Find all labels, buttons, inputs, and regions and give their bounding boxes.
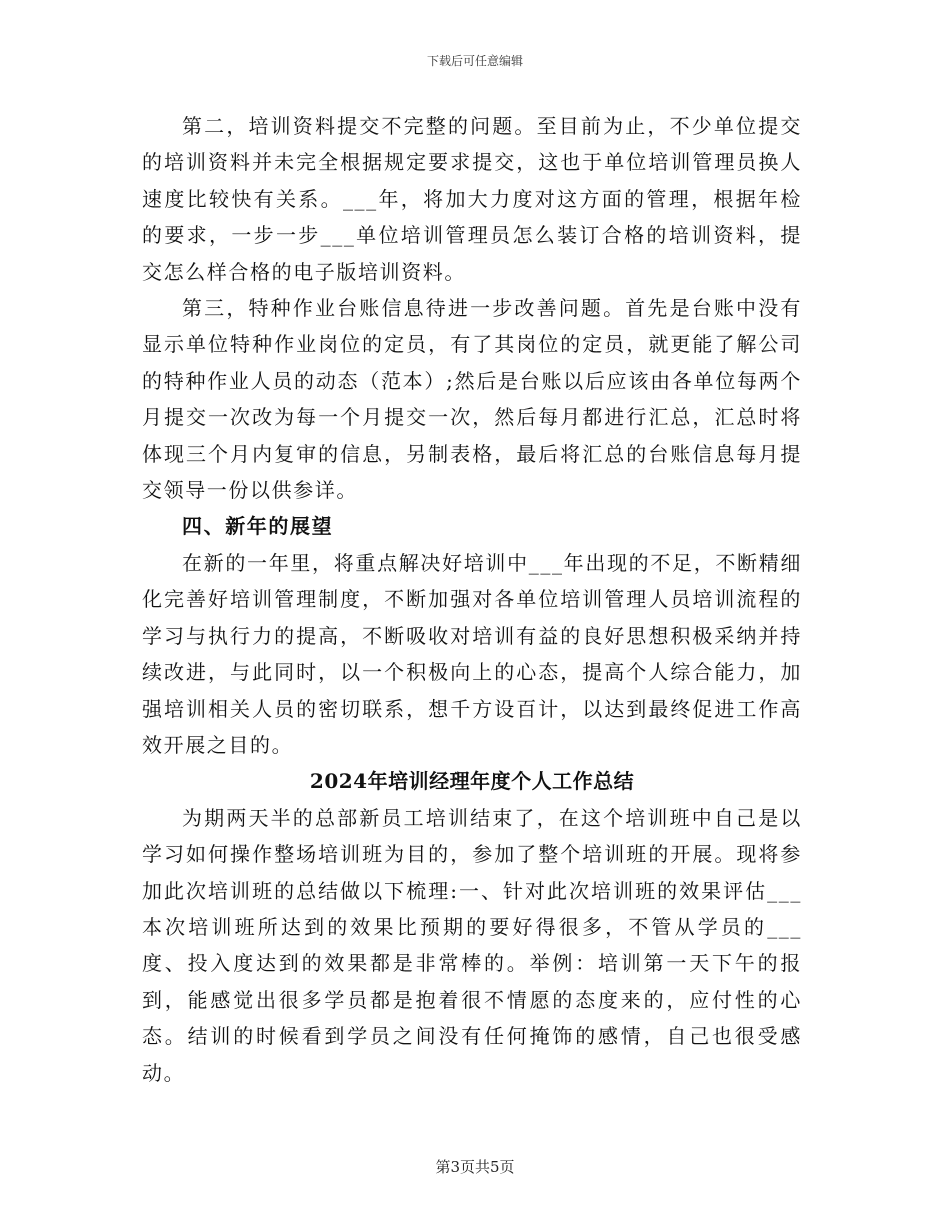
paragraph-training-summary: 为期两天半的总部新员工培训结束了，在这个培训班中自己是以学习如何操作整场培训班为目的，参加了整个培训班的开展。现将参加此次培训班的总结做以下梳理:一、针对此次培训班的效果评估___本次培训班所达到的效果比预期的要好得很多，不管从学员的___度、投入度达到的效果都是非常棒的。举例：培训第一天下午的报到，能感觉出很多学员都是抱着很不情愿的态度来的，应付性的心态。结训的时候看到学员之间没有任何掩饰的感情，自己也很受感动。 [142, 805, 802, 1085]
header-text: 下载后可任意编辑 [426, 54, 523, 68]
paragraph-special-operations-ledger: 第三，特种作业台账信息待进一步改善问题。首先是台账中没有显示单位特种作业岗位的定员，有了其岗位的定员，就更能了解公司的特种作业人员的动态（范本）;然后是台账以后应该由各单位每两个月提交一次改为每一个月提交一次，然后每月都进行汇总，汇总时将体现三个月内复审的信息，另制表格，最后将汇总的台账信息每月提交领导一份以供参详。 [142, 296, 802, 503]
page-header [0, 52, 950, 69]
paragraph-training-materials: 第二，培训资料提交不完整的问题。至目前为止，不少单位提交的培训资料并未完全根据规定要求提交，这也于单位培训管理员换人速度比较快有关系。___年，将加大力度对这方面的管理，根据年检的要求，一步一步___单位培训管理员怎么装订合格的培训资料，提交怎么样合格的电子版培训资料。 [142, 114, 802, 284]
paragraph-new-year-outlook: 在新的一年里，将重点解决好培训中___年出现的不足，不断精细化完善好培训管理制度，不断加强对各单位培训管理人员培训流程的学习与执行力的提高，不断吸收对培训有益的良好思想积极采纳并持续改进，与此同时，以一个积极向上的心态，提高个人综合能力，加强培训相关人员的密切联系，想千方设百计，以达到最终促进工作高效开展之目的。 [142, 550, 802, 757]
page-number: 第3页共5页 [435, 1158, 515, 1176]
document-body [142, 108, 802, 1091]
page-footer [0, 1156, 950, 1177]
document-title: 2024年培训经理年度个人工作总结 [309, 769, 635, 794]
section-heading-outlook: 四、新年的展望 [182, 514, 334, 539]
